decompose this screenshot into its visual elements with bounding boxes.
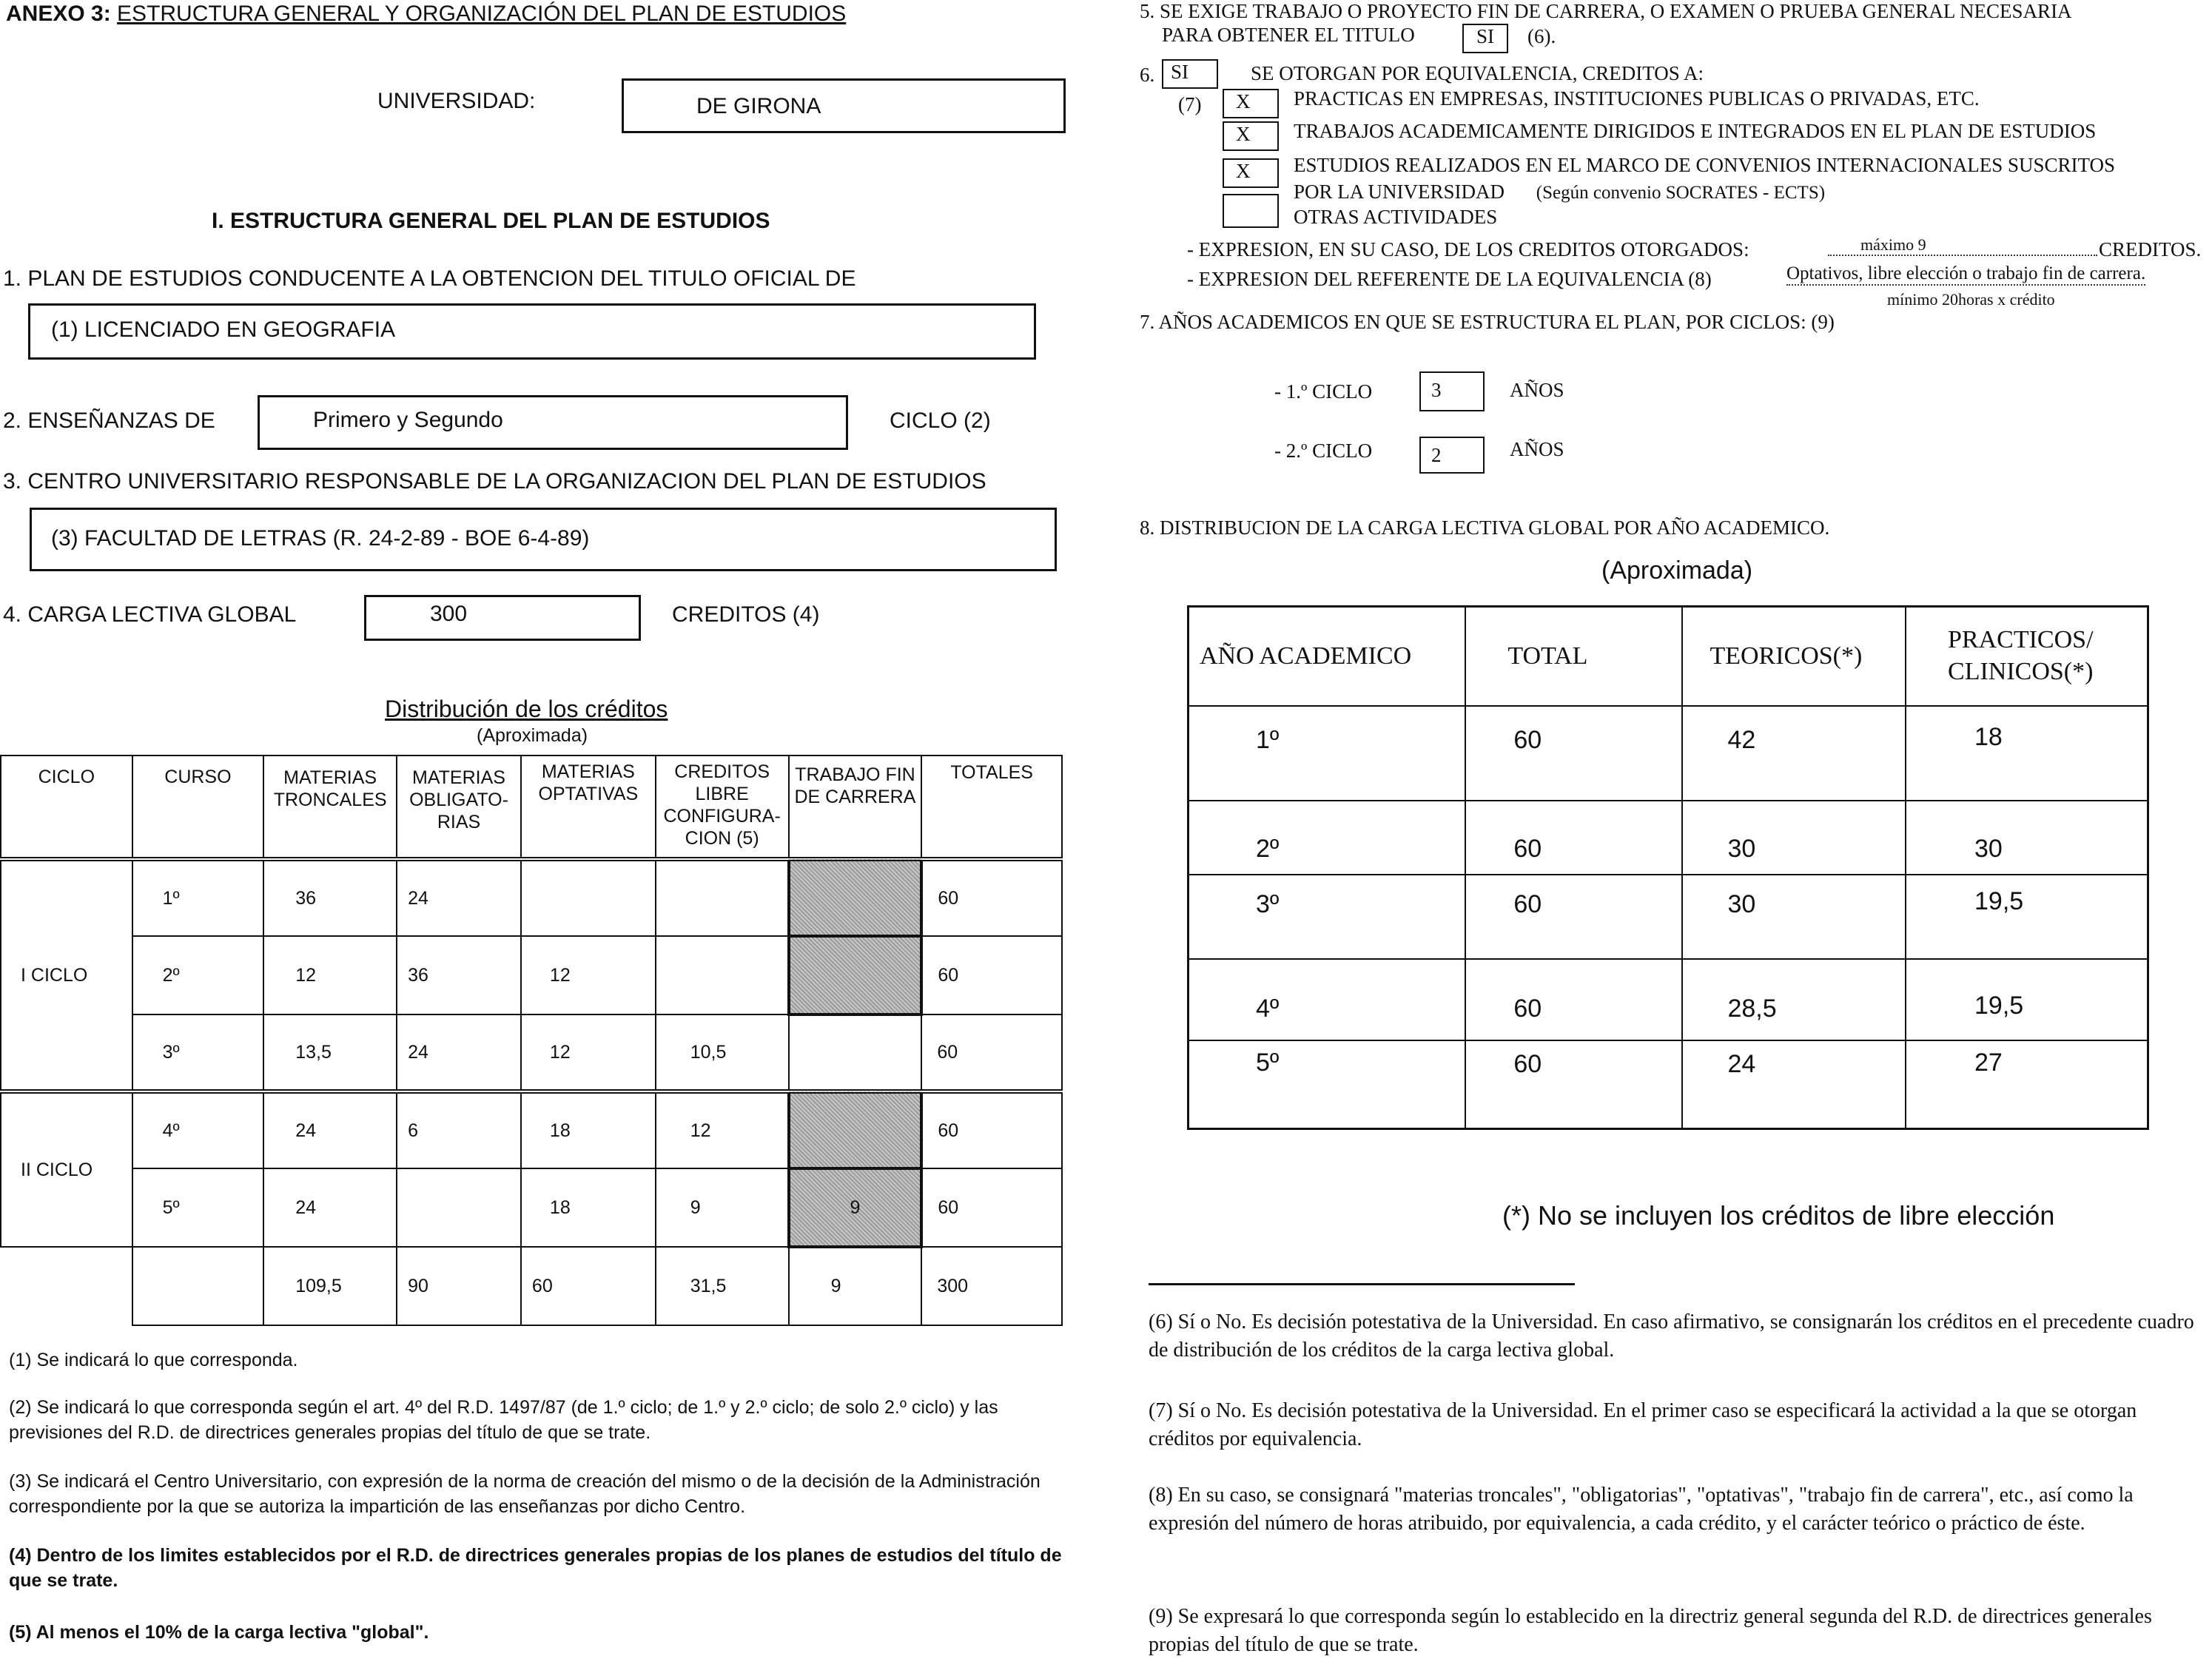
- cycle2-years-field: [1419, 437, 1485, 474]
- section7-heading: 7. AÑOS ACADEMICOS EN QUE SE ESTRUCTURA EL PLAN, POR CICLOS: (9): [1140, 311, 1835, 333]
- libre-cell: [656, 936, 789, 1014]
- cycle-1-cell: I CICLO: [1, 859, 132, 1091]
- center-field: [30, 508, 1057, 571]
- total-cell: 60: [921, 1014, 1062, 1091]
- col-header-ciclo: CICLO: [1, 756, 132, 859]
- table-row: [1, 1168, 1062, 1247]
- libre-total: 31,5: [656, 1247, 789, 1325]
- footnote-2: (2) Se indicará lo que corresponda según el art. 4º del R.D. 1497/87 (de 1.º ciclo; de 1.º y 2.º ciclo; de solo 2.º ciclo) y las previsiones del R.D. de directrices generales propias del título de que se trate.: [9, 1397, 998, 1443]
- section5-line1: 5. SE EXIGE TRABAJO O PROYECTO FIN DE CARRERA, O EXAMEN O PRUEBA GENERAL NECESARIA: [1140, 0, 2072, 22]
- annex-title: ESTRUCTURA GENERAL Y ORGANIZACIÓN DEL PLAN DE ESTUDIOS: [117, 1, 847, 26]
- item3-label: 3. CENTRO UNIVERSITARIO RESPONSABLE DE LA ORGANIZACION DEL PLAN DE ESTUDIOS: [3, 469, 986, 494]
- table-row: [1, 1091, 1062, 1168]
- trabajo-cell-shaded: 9: [789, 1168, 922, 1247]
- optativas-cell: 18: [521, 1091, 656, 1168]
- year-cell: 4º: [1189, 959, 1466, 1040]
- option-label-3-line2: POR LA UNIVERSIDAD: [1294, 181, 1505, 203]
- trabajo-cell-shaded: [789, 936, 922, 1014]
- section6-num: 6.: [1140, 64, 1155, 86]
- curso-cell: 5º: [132, 1168, 264, 1247]
- cycle1-label: - 1.º CICLO: [1274, 380, 1373, 403]
- empty-cell: [132, 1247, 264, 1325]
- option-label-4: OTRAS ACTIVIDADES: [1294, 206, 1498, 228]
- teoricos-cell: 42: [1682, 706, 1906, 801]
- col-header-teoricos: TEORICOS(*): [1682, 607, 1906, 706]
- trabajo-cell: [789, 1014, 922, 1091]
- total-cell: 60: [921, 1168, 1062, 1247]
- troncales-total: 109,5: [263, 1247, 397, 1325]
- item4-suffix: CREDITOS (4): [672, 602, 820, 627]
- col-header-totales: TOTALES: [921, 756, 1062, 859]
- section6-value: SI: [1171, 61, 1189, 83]
- obligatorias-cell: 36: [397, 936, 521, 1014]
- table-row: [1, 1014, 1062, 1091]
- teoricos-cell: 24: [1682, 1040, 1906, 1129]
- footnote-6: (6) Sí o No. Es decisión potestativa de la Universidad. En caso afirmativo, se consignarán los créditos en el precedente cuadro de distribución de los créditos de la carga lectiva global.: [1149, 1310, 2194, 1362]
- option-checkbox-4[interactable]: [1223, 194, 1279, 228]
- credits-distribution-table: [0, 755, 1063, 1326]
- option-label-3-line3: (Según convenio SOCRATES - ECTS): [1536, 183, 1826, 203]
- trabajo-cell-shaded: [789, 1091, 922, 1168]
- obligatorias-cell: 24: [397, 1014, 521, 1091]
- total-cell: 60: [1465, 1040, 1682, 1129]
- year-cell: 3º: [1189, 875, 1466, 959]
- troncales-cell: 13,5: [263, 1014, 397, 1091]
- item1-label: 1. PLAN DE ESTUDIOS CONDUCENTE A LA OBTENCION DEL TITULO OFICIAL DE: [3, 266, 856, 291]
- col-header-optativas: MATERIAS OPTATIVAS: [521, 756, 656, 859]
- troncales-cell: 24: [263, 1168, 397, 1247]
- option-mark-3: X: [1236, 160, 1251, 182]
- section5-field: [1462, 24, 1508, 53]
- section8-heading: 8. DISTRIBUCION DE LA CARGA LECTIVA GLOBAL POR AÑO ACADEMICO.: [1140, 516, 1830, 539]
- optativas-cell: 18: [521, 1168, 656, 1247]
- cycle2-label: - 2.º CICLO: [1274, 440, 1373, 462]
- teaching-value: Primero y Segundo: [313, 408, 503, 432]
- expr2-label: - EXPRESION DEL REFERENTE DE LA EQUIVALENCIA (8): [1187, 268, 1712, 290]
- empty-cell: [1, 1247, 132, 1325]
- option-label-2: TRABAJOS ACADEMICAMENTE DIRIGIDOS E INTEGRADOS EN EL PLAN DE ESTUDIOS: [1294, 120, 2097, 142]
- table-row: [1189, 959, 2148, 1040]
- col-header-curso: CURSO: [132, 756, 264, 859]
- teaching-field: [258, 395, 848, 450]
- curso-cell: 3º: [132, 1014, 264, 1091]
- item2-suffix: CICLO (2): [890, 408, 991, 433]
- table-row: [1, 936, 1062, 1014]
- curso-cell: 1º: [132, 859, 264, 936]
- footnote-divider: [1149, 1283, 1575, 1285]
- col-header-libre: CREDITOS LIBRE CONFIGURA-CION (5): [656, 756, 789, 859]
- distribution-header-row: [1, 756, 1062, 859]
- cycle1-unit: AÑOS: [1510, 379, 1564, 401]
- troncales-cell: 24: [263, 1091, 397, 1168]
- table-row: [1189, 1040, 2148, 1129]
- university-value: DE GIRONA: [696, 94, 821, 118]
- obligatorias-total: 90: [397, 1247, 521, 1325]
- total-cell: 60: [921, 1091, 1062, 1168]
- trabajo-total: 9: [789, 1247, 922, 1325]
- optativas-total: 60: [521, 1247, 656, 1325]
- total-cell: 60: [1465, 959, 1682, 1040]
- teoricos-cell: 30: [1682, 875, 1906, 959]
- footnote-4: (4) Dentro de los limites establecidos por el R.D. de directrices generales propias de los planes de estudios del título de que se trate.: [9, 1545, 1062, 1591]
- credits-field: [364, 595, 641, 641]
- practicos-cell: 18: [1906, 706, 2148, 801]
- col-header-total: TOTAL: [1465, 607, 1682, 706]
- col-header-trabajo: TRABAJO FIN DE CARRERA: [789, 756, 922, 859]
- libre-cell: 10,5: [656, 1014, 789, 1091]
- obligatorias-cell: 24: [397, 859, 521, 936]
- total-cell: 60: [921, 859, 1062, 936]
- col-header-practicos: PRACTICOS/ CLINICOS(*): [1906, 607, 2148, 706]
- year-cell: 1º: [1189, 706, 1466, 801]
- footnote-1: (1) Se indicará lo que corresponda.: [9, 1350, 298, 1370]
- practicos-cell: 19,5: [1906, 959, 2148, 1040]
- academic-year-table: [1187, 605, 2149, 1130]
- item4-label: 4. CARGA LECTIVA GLOBAL: [3, 602, 297, 627]
- practicos-cell: 19,5: [1906, 875, 2148, 959]
- option-checkbox-2[interactable]: [1223, 121, 1279, 151]
- practicos-cell: 30: [1906, 801, 2148, 875]
- expr1-suffix: CREDITOS.: [2099, 238, 2202, 260]
- col-header-obligatorias: MATERIAS OBLIGATO-RIAS: [397, 756, 521, 859]
- col-header-troncales: MATERIAS TRONCALES: [263, 756, 397, 859]
- option-checkbox-1[interactable]: [1223, 89, 1279, 118]
- year-cell: 2º: [1189, 801, 1466, 875]
- expr2-value: Optativos, libre elección o trabajo fin de carrera.: [1786, 263, 2145, 286]
- expr1-field: [1828, 235, 2097, 256]
- annex-header: [6, 1, 846, 27]
- item2-label: 2. ENSEÑANZAS DE: [3, 408, 215, 433]
- option-mark-1: X: [1236, 90, 1251, 112]
- total-cell: 60: [1465, 801, 1682, 875]
- option-label-3b: [1294, 181, 1825, 203]
- footnote-8: (8) En su caso, se consignará "materias troncales", "obligatorias", "optativas", "trabajo fin de carrera", etc., así como la expresión del número de horas atribuido, por equivalencia, a cada crédito, y el carácter teórico o práctico de éste.: [1149, 1484, 2134, 1535]
- libre-cell: [656, 859, 789, 936]
- footnote-3: (3) Se indicará el Centro Universitario, con expresión de la norma de creación del mismo o de la decisión de la Administración correspondiente por la que se autoriza la impartición de las enseñanzas por dicho Centro.: [9, 1471, 1041, 1517]
- optativas-cell: [521, 859, 656, 936]
- total-cell: 60: [1465, 875, 1682, 959]
- section6-heading: SE OTORGAN POR EQUIVALENCIA, CREDITOS A:: [1251, 62, 1704, 84]
- section8-subtitle: (Aproximada): [1601, 556, 1753, 585]
- university-field: [622, 78, 1066, 133]
- obligatorias-cell: [397, 1168, 521, 1247]
- section5-line2: PARA OBTENER EL TITULO: [1162, 24, 1415, 46]
- center-value: (3) FACULTAD DE LETRAS (R. 24-2-89 - BOE 6-4-89): [51, 526, 590, 551]
- cycle1-years-field: [1419, 371, 1485, 411]
- annex-label: ANEXO 3:: [6, 1, 111, 26]
- degree-field: [28, 303, 1036, 360]
- obligatorias-cell: 6: [397, 1091, 521, 1168]
- curso-cell: 4º: [132, 1091, 264, 1168]
- table-row: [1189, 801, 2148, 875]
- footnote-9: (9) Se expresará lo que corresponda según lo establecido en la directriz general segunda del R.D. de directrices generales propias del título de que se trate.: [1149, 1605, 2152, 1656]
- option-label-1: PRACTICAS EN EMPRESAS, INSTITUCIONES PUBLICAS O PRIVADAS, ETC.: [1294, 87, 1980, 110]
- curso-cell: 2º: [132, 936, 264, 1014]
- col-header-year: AÑO ACADEMICO: [1189, 607, 1466, 706]
- year-header-row: [1189, 607, 2148, 706]
- cycle2-unit: AÑOS: [1510, 438, 1564, 460]
- practicos-cell: 27: [1906, 1040, 2148, 1129]
- footnote-7: (7) Sí o No. Es decisión potestativa de la Universidad. En el primer caso se especificará la actividad a la que se otorgan créditos por equivalencia.: [1149, 1399, 2137, 1450]
- grand-total: 300: [921, 1247, 1062, 1325]
- optativas-cell: 12: [521, 1014, 656, 1091]
- cycle1-years-value: 3: [1431, 379, 1442, 401]
- section8-note: (*) No se incluyen los créditos de libre elección: [1502, 1200, 2055, 1231]
- degree-value: (1) LICENCIADO EN GEOGRAFIA: [51, 317, 396, 342]
- credits-value: 300: [430, 602, 468, 626]
- footnote-5: (5) Al menos el 10% de la carga lectiva "global".: [9, 1622, 429, 1643]
- libre-cell: 12: [656, 1091, 789, 1168]
- option-label-3: ESTUDIOS REALIZADOS EN EL MARCO DE CONVENIOS INTERNACIONALES SUSCRITOS: [1294, 154, 2116, 176]
- expr2-value2: mínimo 20horas x crédito: [1887, 290, 2055, 309]
- distribution-title: Distribución de los créditos: [385, 696, 668, 722]
- year-cell: 5º: [1189, 1040, 1466, 1129]
- distribution-subtitle: (Aproximada): [477, 725, 588, 746]
- section6-ref: (7): [1178, 93, 1202, 115]
- university-label: UNIVERSIDAD:: [377, 89, 536, 113]
- cycle2-years-value: 2: [1431, 444, 1442, 466]
- cycle-2-cell: II CICLO: [1, 1091, 132, 1247]
- table-row: [1, 859, 1062, 936]
- optativas-cell: 12: [521, 936, 656, 1014]
- libre-cell: 9: [656, 1168, 789, 1247]
- expr1-label: - EXPRESION, EN SU CASO, DE LOS CREDITOS OTORGADOS:: [1187, 238, 1749, 260]
- section5-value: SI: [1476, 25, 1494, 47]
- trabajo-cell-shaded: [789, 859, 922, 936]
- option-checkbox-3[interactable]: [1223, 158, 1279, 188]
- teoricos-cell: 28,5: [1682, 959, 1906, 1040]
- table-row: [1189, 875, 2148, 959]
- section5-note: (6).: [1527, 25, 1556, 47]
- section6-field: [1162, 59, 1218, 89]
- troncales-cell: 36: [263, 859, 397, 936]
- total-cell: 60: [1465, 706, 1682, 801]
- section1-heading: I. ESTRUCTURA GENERAL DEL PLAN DE ESTUDIOS: [212, 209, 770, 233]
- teoricos-cell: 30: [1682, 801, 1906, 875]
- option-mark-2: X: [1236, 123, 1251, 145]
- table-row: [1189, 706, 2148, 801]
- expr1-value: máximo 9: [1860, 235, 1926, 254]
- troncales-cell: 12: [263, 936, 397, 1014]
- total-cell: 60: [921, 936, 1062, 1014]
- totals-row: [1, 1247, 1062, 1325]
